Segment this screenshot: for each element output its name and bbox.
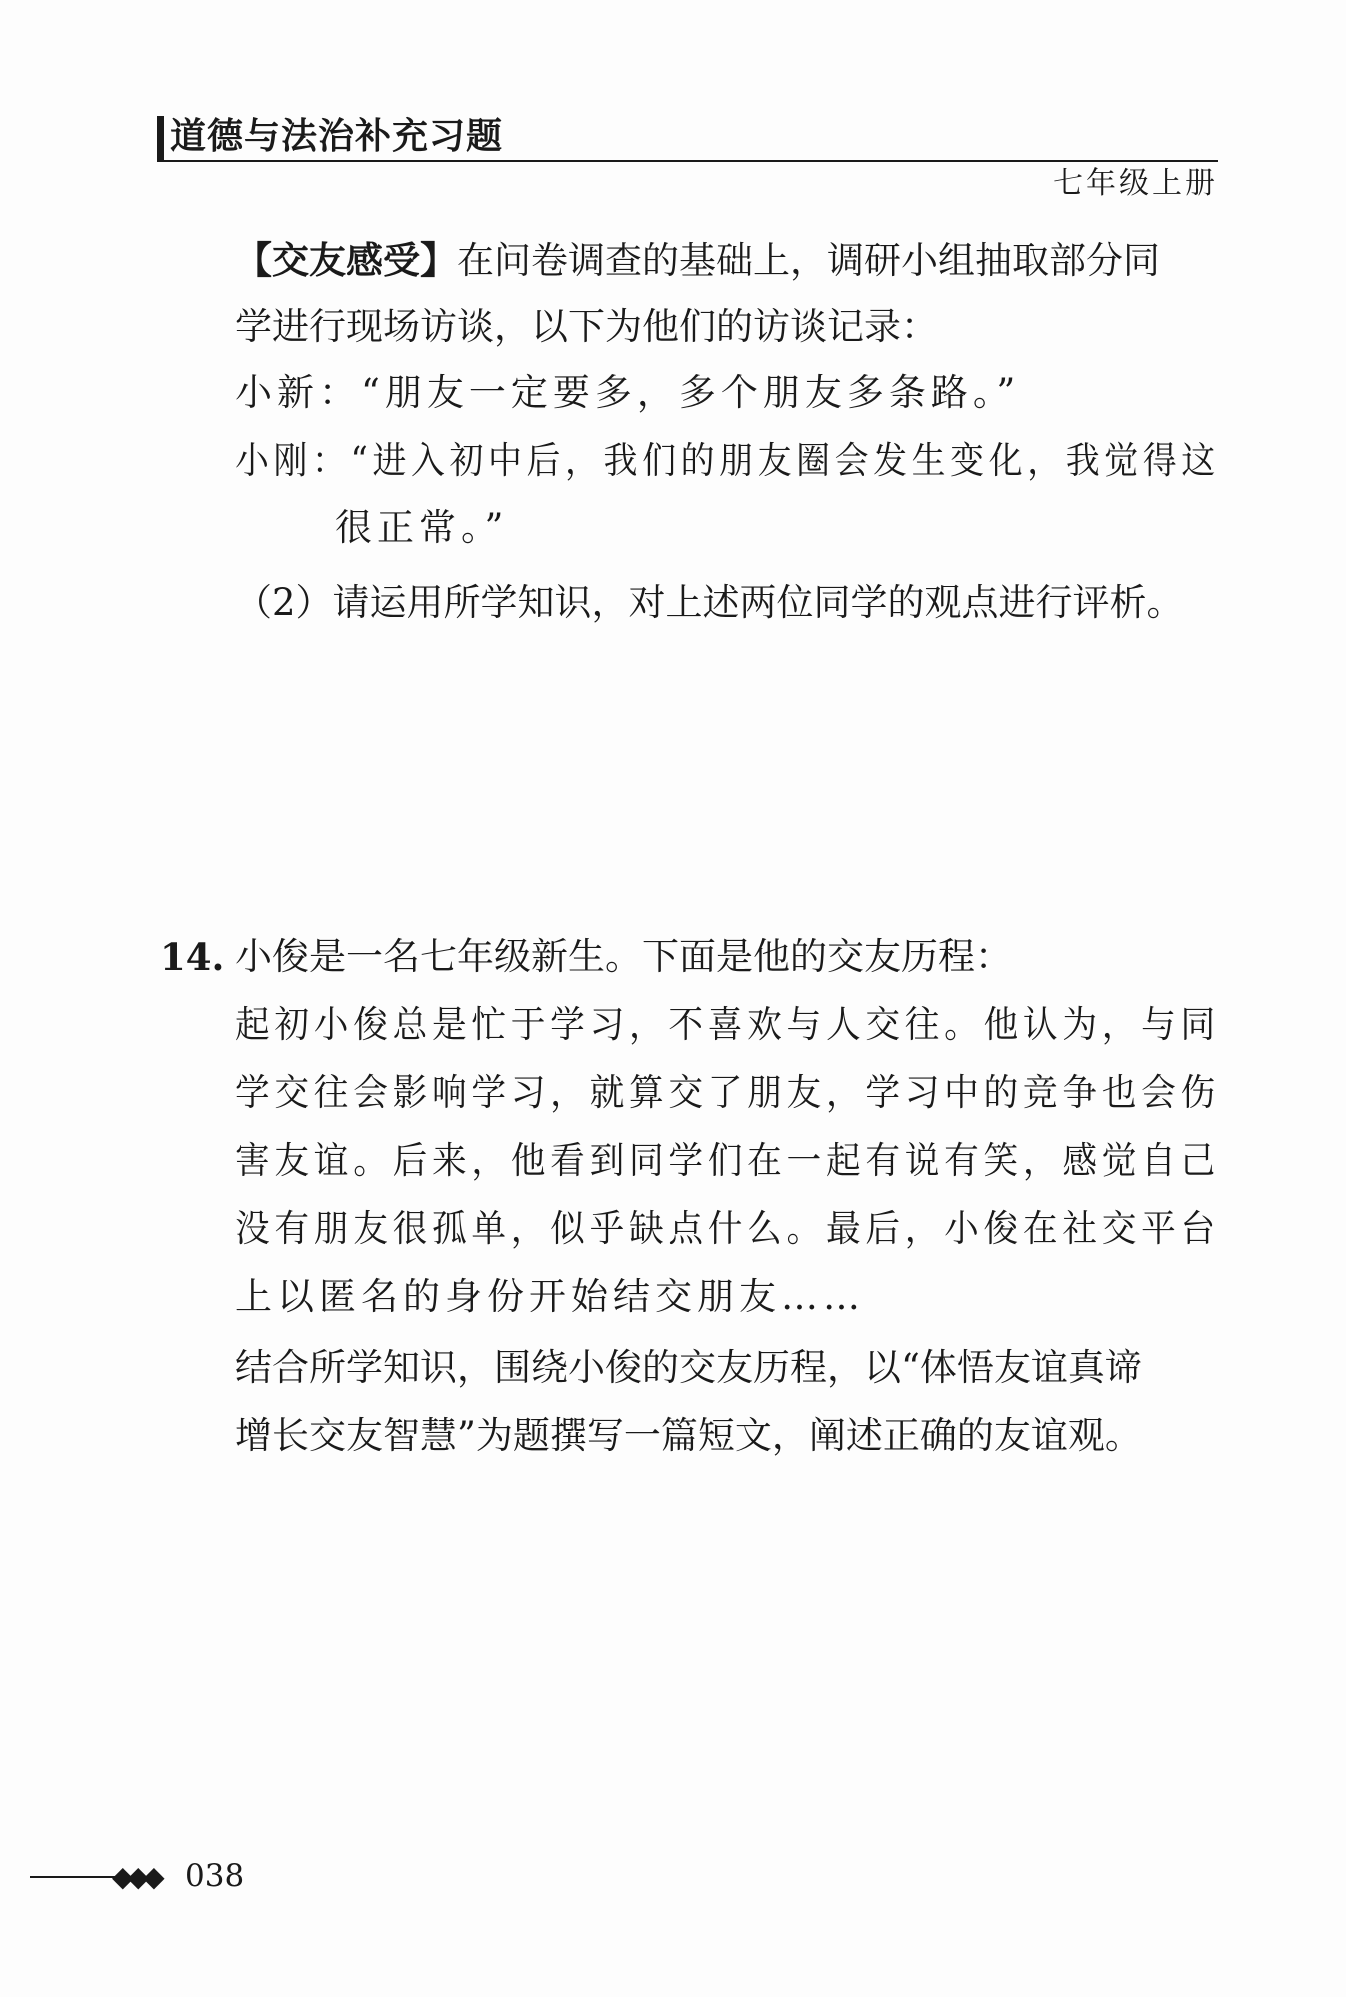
story-line-4: 没有朋友很孤单，似乎缺点什么。最后，小俊在社交平台 (235, 1207, 1220, 1250)
xiaoxin-quote: 小新：“朋友一定要多，多个朋友多条路。” (235, 371, 1021, 414)
friendship-intro-line-2: 学进行现场访谈，以下为他们的访谈记录： (235, 305, 938, 348)
story-line-5: 上以匿名的身份开始结交朋友…… (235, 1275, 865, 1318)
intro-text-1: 在问卷调查的基础上，调研小组抽取部分同 (457, 239, 1160, 282)
story-line-3: 害友谊。后来，他看到同学们在一起有说有笑，感觉自己 (235, 1139, 1220, 1182)
footer-rule (30, 1876, 120, 1878)
question-14-stem: 小俊是一名七年级新生。下面是他的交友历程： (235, 935, 1012, 978)
task-line-1: 结合所学知识，围绕小俊的交友历程，以“体悟友谊真谛 (235, 1346, 1142, 1389)
question-14-number: 14. (160, 935, 225, 979)
grade-label: 七年级上册 (1053, 166, 1218, 201)
xiaogang-quote-line-1: 小刚：“进入初中后，我们的朋友圈会发生变化，我觉得这 (235, 439, 1220, 482)
section-tag: 【交友感受】 (235, 239, 457, 282)
friendship-intro-line-1 (235, 236, 1160, 286)
footer-diamond-icon: ◆◆◆ (112, 1860, 159, 1893)
header-bar (157, 116, 164, 162)
page-number: 038 (185, 1858, 245, 1894)
story-line-2: 学交往会影响学习，就算交了朋友，学习中的竞争也会伤 (235, 1071, 1220, 1114)
xiaogang-quote-line-2: 很正常。” (335, 506, 509, 549)
task-line-2: 增长交友智慧”为题撰写一篇短文，阐述正确的友谊观。 (235, 1414, 1142, 1457)
question-2: （2）请运用所学知识，对上述两位同学的观点进行评析。 (235, 581, 1184, 624)
header-title: 道德与法治补充习题 (170, 116, 504, 157)
story-line-1: 起初小俊总是忙于学习，不喜欢与人交往。他认为，与同 (235, 1003, 1220, 1046)
